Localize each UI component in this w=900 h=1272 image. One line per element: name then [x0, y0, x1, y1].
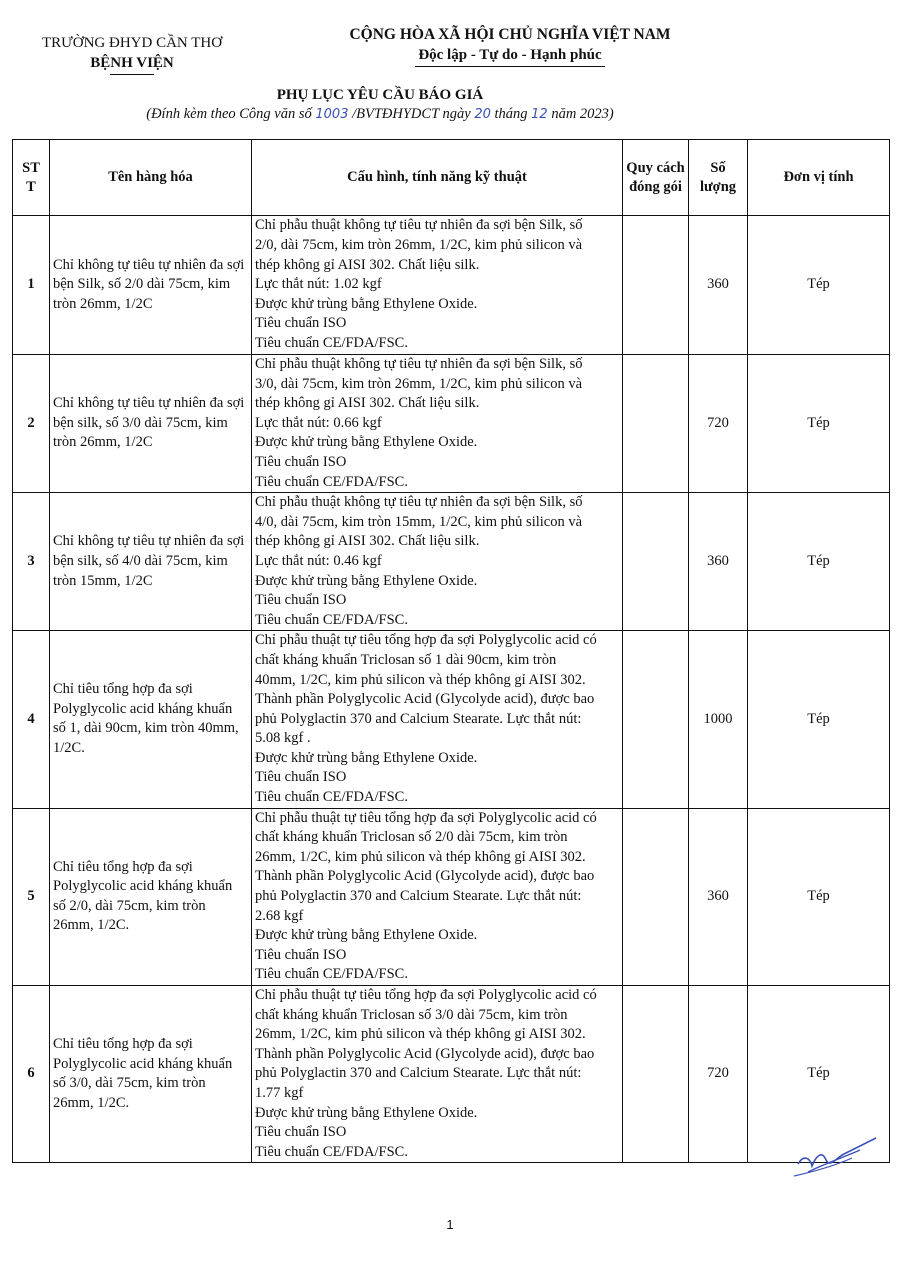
row-stt: 5: [13, 808, 50, 985]
spec-line: 1.77 kgf: [255, 1084, 304, 1101]
university-name: TRƯỜNG ĐHYD CẦN THƠ: [41, 35, 223, 51]
spec-line: Chỉ phẫu thuật tự tiêu tổng hợp đa sợi Polyglycolic acid có: [255, 809, 597, 826]
row-item-name: Chỉ tiêu tổng hợp đa sợi Polyglycolic acid kháng khuẩn số 2/0, dài 75cm, kim tròn 26mm, 1/2C.: [50, 808, 252, 985]
spec-line: Tiêu chuẩn CE/FDA/FSC.: [255, 334, 408, 351]
row-stt: 2: [13, 355, 50, 493]
spec-line: Tiêu chuẩn CE/FDA/FSC.: [255, 789, 408, 806]
header-unit: Đơn vị tính: [748, 140, 890, 216]
row-specification: [252, 355, 623, 493]
row-unit: Tép: [748, 216, 890, 355]
handwritten-doc-number: 1003: [315, 107, 349, 122]
spec-line: Chỉ phẫu thuật tự tiêu tổng hợp đa sợi Polyglycolic acid có: [255, 632, 597, 649]
subtitle-part2: /BVTĐHYDCT ngày: [348, 106, 475, 122]
subtitle-part3: tháng: [490, 106, 532, 122]
row-quantity: 720: [689, 986, 748, 1163]
header-quantity: Số lượng: [689, 140, 748, 216]
spec-line: Lực thắt nút: 0.66 kgf: [255, 414, 382, 431]
quotation-table: [12, 139, 890, 1163]
spec-line: 3/0, dài 75cm, kim tròn 26mm, 1/2C, kim phủ silicon và: [255, 375, 583, 392]
spec-line: Được khử trùng bằng Ethylene Oxide.: [255, 749, 478, 766]
row-item-name: Chỉ tiêu tổng hợp đa sợi Polyglycolic acid kháng khuẩn số 1, dài 90cm, kim tròn 40mm, 1/2C.: [50, 631, 252, 808]
spec-line: Thành phần Polyglycolic Acid (Glycolyde acid), được bao: [255, 691, 595, 708]
row-unit: Tép: [748, 631, 890, 808]
spec-line: Thành phần Polyglycolic Acid (Glycolyde acid), được bao: [255, 868, 595, 885]
motto-underline: [415, 66, 605, 67]
handwritten-month: 12: [531, 107, 548, 122]
spec-line: Tiêu chuẩn ISO: [255, 1124, 347, 1141]
spec-line: Tiêu chuẩn CE/FDA/FSC.: [255, 1143, 408, 1160]
table-row: [13, 216, 890, 355]
row-quantity: 360: [689, 216, 748, 355]
spec-line: Tiêu chuẩn ISO: [255, 453, 347, 470]
row-stt: 4: [13, 631, 50, 808]
row-packaging: [623, 986, 689, 1163]
spec-line: Chỉ phẫu thuật không tự tiêu tự nhiên đa sợi bện Silk, số: [255, 494, 583, 511]
header-item-name: Tên hàng hóa: [50, 140, 252, 216]
row-item-name: Chỉ không tự tiêu tự nhiên đa sợi bện Silk, số 2/0 dài 75cm, kim tròn 26mm, 1/2C: [50, 216, 252, 355]
spec-line: Được khử trùng bằng Ethylene Oxide.: [255, 1104, 478, 1121]
row-packaging: [623, 216, 689, 355]
spec-line: Lực thắt nút: 0.46 kgf: [255, 552, 382, 569]
spec-line: Tiêu chuẩn CE/FDA/FSC.: [255, 473, 408, 490]
row-stt: 6: [13, 986, 50, 1163]
spec-line: 2/0, dài 75cm, kim tròn 26mm, 1/2C, kim phủ silicon và: [255, 237, 583, 254]
spec-line: Tiêu chuẩn CE/FDA/FSC.: [255, 611, 408, 628]
spec-line: Chỉ phẫu thuật tự tiêu tổng hợp đa sợi Polyglycolic acid có: [255, 987, 597, 1003]
row-unit: Tép: [748, 986, 890, 1163]
spec-line: thép không gỉ AISI 302. Chất liệu silk.: [255, 256, 480, 273]
page-number: 1: [446, 1217, 454, 1232]
spec-line: 40mm, 1/2C, kim phủ silicon và thép không gỉ AISI 302.: [255, 671, 586, 688]
row-quantity: 720: [689, 355, 748, 493]
spec-line: thép không gỉ AISI 302. Chất liệu silk.: [255, 533, 480, 550]
row-item-name: Chỉ không tự tiêu tự nhiên đa sợi bện silk, số 3/0 dài 75cm, kim tròn 26mm, 1/2C: [50, 355, 252, 493]
spec-line: Tiêu chuẩn ISO: [255, 769, 347, 786]
spec-line: chất kháng khuẩn Triclosan số 2/0 dài 75cm, kim tròn: [255, 829, 568, 846]
spec-line: Tiêu chuẩn ISO: [255, 946, 347, 963]
spec-line: phủ Polyglactin 370 and Calcium Stearate. Lực thắt nút:: [255, 1065, 582, 1082]
row-packaging: [623, 808, 689, 985]
row-specification: [252, 631, 623, 808]
organization-header: [22, 33, 242, 75]
table-row: [13, 986, 890, 1163]
row-unit: Tép: [748, 355, 890, 493]
row-unit: Tép: [748, 493, 890, 631]
spec-line: thép không gỉ AISI 302. Chất liệu silk.: [255, 395, 480, 412]
spec-line: phủ Polyglactin 370 and Calcium Stearate. Lực thắt nút:: [255, 888, 582, 905]
spec-line: Lực thắt nút: 1.02 kgf: [255, 276, 382, 293]
spec-line: Chỉ phẫu thuật không tự tiêu tự nhiên đa sợi bện Silk, số: [255, 217, 583, 234]
spec-line: 26mm, 1/2C, kim phủ silicon và thép không gỉ AISI 302.: [255, 1026, 586, 1043]
spec-line: Tiêu chuẩn ISO: [255, 315, 347, 332]
spec-line: Được khử trùng bằng Ethylene Oxide.: [255, 927, 478, 944]
header-specification: Cấu hình, tính năng kỹ thuật: [252, 140, 623, 216]
spec-line: 2.68 kgf: [255, 907, 304, 924]
document-subtitle: [0, 106, 760, 123]
spec-line: 4/0, dài 75cm, kim tròn 15mm, 1/2C, kim phủ silicon và: [255, 513, 583, 530]
spec-line: Thành phần Polyglycolic Acid (Glycolyde acid), được bao: [255, 1045, 595, 1062]
row-unit: Tép: [748, 808, 890, 985]
spec-line: chất kháng khuẩn Triclosan số 3/0 dài 75cm, kim tròn: [255, 1006, 568, 1023]
spec-line: chất kháng khuẩn Triclosan số 1 dài 90cm, kim tròn: [255, 651, 557, 668]
document-title: PHỤ LỤC YÊU CẦU BÁO GIÁ: [276, 87, 484, 103]
row-quantity: 360: [689, 808, 748, 985]
row-packaging: [623, 355, 689, 493]
row-stt: 3: [13, 493, 50, 631]
spec-line: 26mm, 1/2C, kim phủ silicon và thép không gỉ AISI 302.: [255, 848, 586, 865]
spec-line: 5.08 kgf .: [255, 730, 311, 747]
national-motto: Độc lập - Tự do - Hạnh phúc: [418, 47, 602, 63]
spec-line: phủ Polyglactin 370 and Calcium Stearate. Lực thắt nút:: [255, 710, 582, 727]
handwritten-day: 20: [474, 107, 491, 122]
row-specification: [252, 986, 623, 1163]
row-specification: [252, 808, 623, 985]
row-specification: [252, 493, 623, 631]
table-row: [13, 355, 890, 493]
row-packaging: [623, 631, 689, 808]
row-quantity: 360: [689, 493, 748, 631]
row-quantity: 1000: [689, 631, 748, 808]
table-header-row: [13, 140, 890, 216]
table-row: [13, 631, 890, 808]
row-packaging: [623, 493, 689, 631]
spec-line: Chỉ phẫu thuật không tự tiêu tự nhiên đa sợi bện Silk, số: [255, 356, 583, 372]
row-stt: 1: [13, 216, 50, 355]
spec-line: Được khử trùng bằng Ethylene Oxide.: [255, 434, 478, 451]
subtitle-part4: năm 2023): [547, 106, 614, 122]
spec-line: Được khử trùng bằng Ethylene Oxide.: [255, 295, 478, 312]
national-title: CỘNG HÒA XÃ HỘI CHỦ NGHĨA VIỆT NAM: [349, 26, 671, 43]
header-packaging: Quy cách đóng gói: [623, 140, 689, 216]
table-row: [13, 493, 890, 631]
spec-line: Được khử trùng bằng Ethylene Oxide.: [255, 572, 478, 589]
spec-line: Tiêu chuẩn CE/FDA/FSC.: [255, 966, 408, 983]
initials-signature: [790, 1136, 880, 1182]
subtitle-part1: (Đính kèm theo Công văn số: [146, 106, 316, 122]
row-item-name: Chỉ không tự tiêu tự nhiên đa sợi bện silk, số 4/0 dài 75cm, kim tròn 15mm, 1/2C: [50, 493, 252, 631]
header-stt: ST T: [13, 140, 50, 216]
table-row: [13, 808, 890, 985]
hospital-name: BỆNH VIỆN: [90, 55, 174, 71]
spec-line: Tiêu chuẩn ISO: [255, 592, 347, 609]
org-underline: [110, 74, 154, 75]
row-specification: [252, 216, 623, 355]
row-item-name: Chỉ tiêu tổng hợp đa sợi Polyglycolic acid kháng khuẩn số 3/0, dài 75cm, kim tròn 26mm, 1/2C.: [50, 986, 252, 1163]
national-header: [330, 25, 690, 67]
